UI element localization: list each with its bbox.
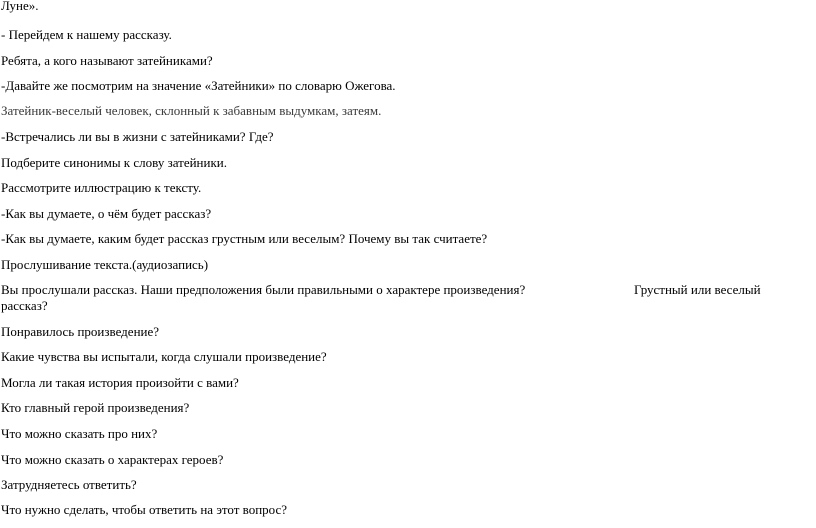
text-line: Затрудняетесь ответить? (1, 477, 137, 492)
text-line: Прослушивание текста.(аудиозапись) (1, 257, 209, 272)
text-line: Кто главный герой произведения? (1, 400, 190, 415)
text-line: рассказ? (1, 298, 48, 313)
text-line: Могла ли такая история произойти с вами? (1, 375, 239, 390)
text-line: Вы прослушали рассказ. Наши предположения были правильными о характере произведения? (1, 282, 526, 297)
text-line: - Перейдем к нашему рассказу. (1, 27, 172, 42)
text-line: Что можно сказать про них? (1, 426, 158, 441)
text-line: Что нужно сделать, чтобы ответить на этот вопрос? (1, 502, 288, 517)
text-line: Луне». (1, 0, 39, 13)
text-line: -Давайте же посмотрим на значение «Затейники» по словарю Ожегова. (1, 78, 396, 93)
text-line: -Как вы думаете, о чём будет рассказ? (1, 206, 212, 221)
text-line: Рассмотрите иллюстрацию к тексту. (1, 180, 202, 195)
text-line: -Как вы думаете, каким будет рассказ грустным или веселым? Почему вы так считаете? (1, 231, 488, 246)
text-line: Подберите синонимы к слову затейники. (1, 155, 227, 170)
text-line: Понравилось произведение? (1, 324, 160, 339)
text-line-continuation: Грустный или веселый (634, 282, 761, 297)
text-line: Какие чувства вы испытали, когда слушали произведение? (1, 349, 327, 364)
text-line: Ребята, а кого называют затейниками? (1, 53, 213, 68)
text-line: -Встречались ли вы в жизни с затейниками? Где? (1, 129, 274, 144)
text-line: Что можно сказать о характерах героев? (1, 452, 224, 467)
definition-line: Затейник-веселый человек, склонный к забавным выдумкам, затеям. (1, 103, 382, 118)
